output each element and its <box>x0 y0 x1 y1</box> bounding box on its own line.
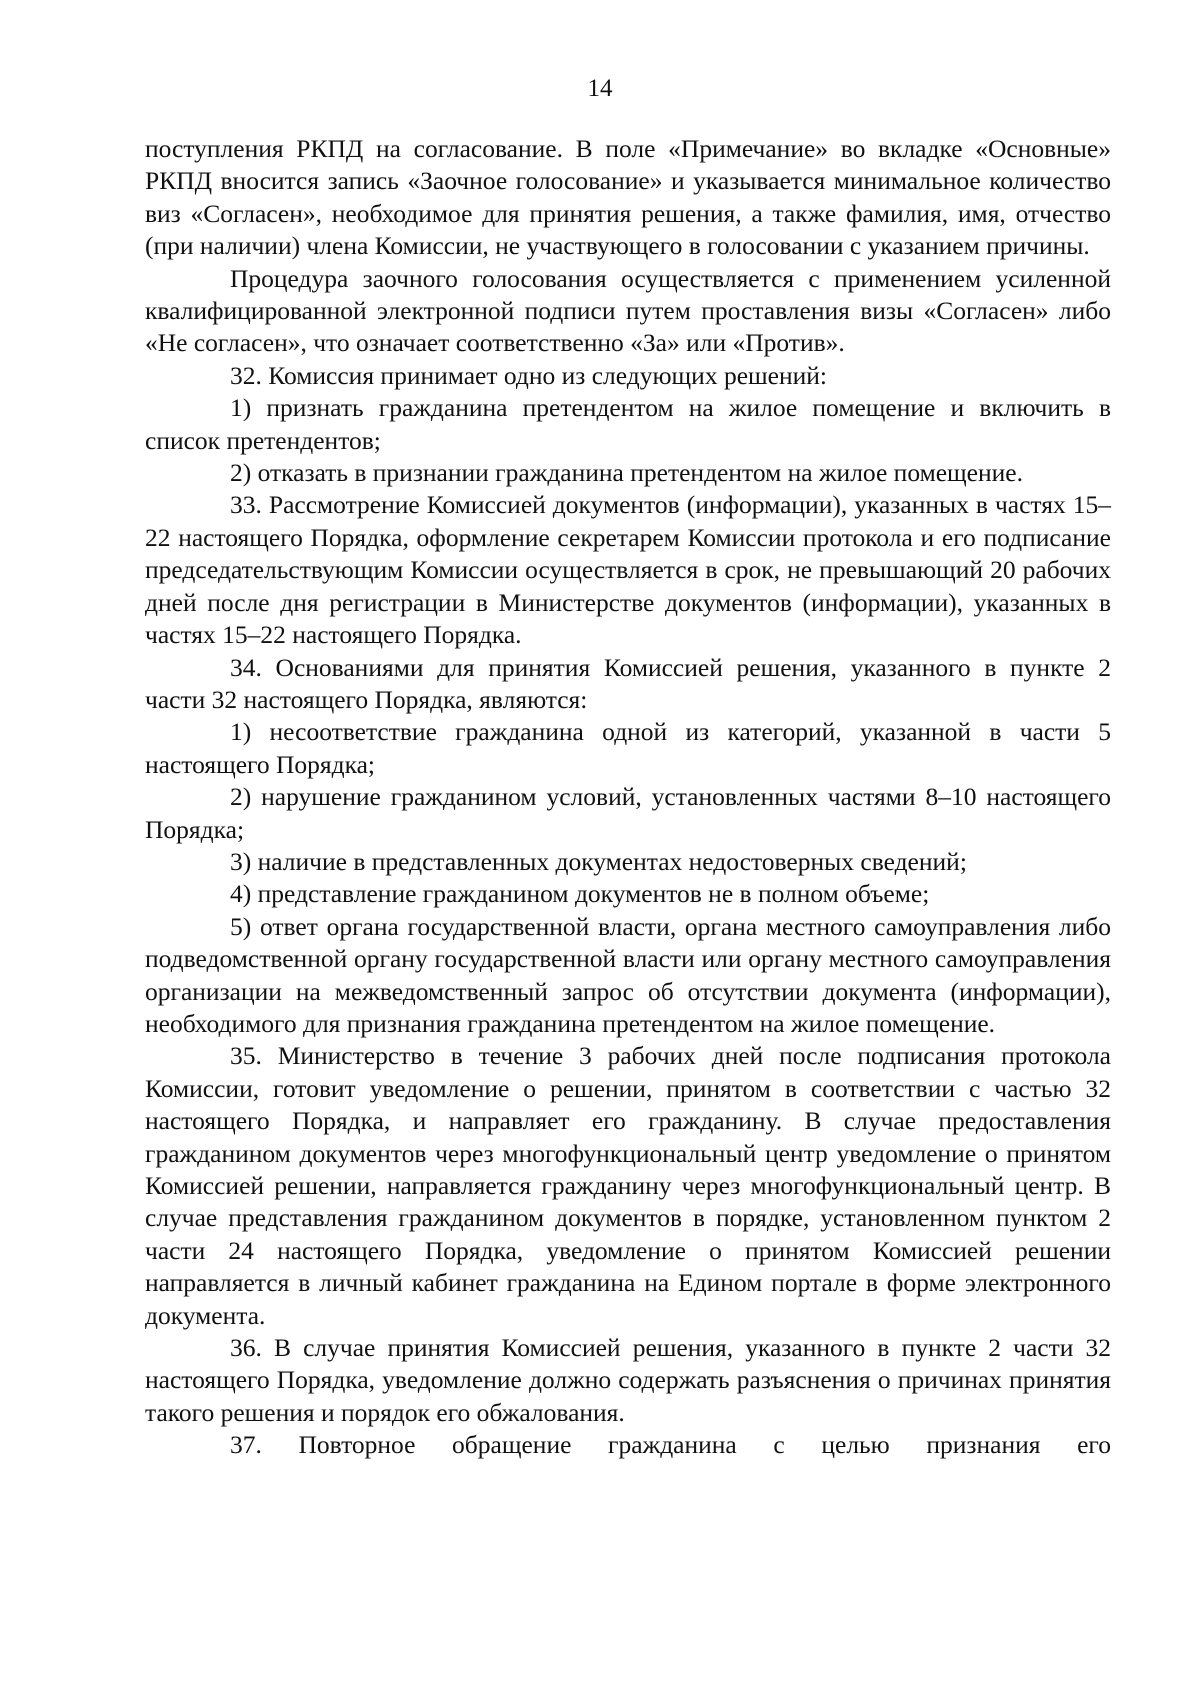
paragraph-32-item-2: 2) отказать в признании гражданина претендентом на жилое помещение. <box>230 458 1023 488</box>
paragraph-32-item-1: 1) признать гражданина претендентом на жилое помещение и включить в список претендентов; <box>145 393 1111 455</box>
paragraph-34-item-1: 1) несоответствие гражданина одной из категорий, указанной в части 5 настоящего Порядка; <box>145 717 1111 779</box>
paragraph-33: 33. Рассмотрение Комиссией документов (информации), указанных в частях 15–22 настоящего Порядка, оформление секретарем Комиссии протокола и его подписание председательствующим Комиссии осуществляется в срок, не превышающий 20 рабочих дней после дня регистрации в Министерстве документов (информации), указанных в частях 15–22 настоящего Порядка. <box>145 490 1111 650</box>
paragraph-34-item-2: 2) нарушение гражданином условий, установленных частями 8–10 настоящего Порядка; <box>145 782 1111 844</box>
paragraph-34-item-5: 5) ответ органа государственной власти, органа местного самоуправления либо подведомственной органу государственной власти или органу местного самоуправления организации на межведомственный запрос об отсутствии документа (информации), необходимого для признания гражданина претендентом на жилое помещение. <box>145 911 1111 1038</box>
paragraph-34: 34. Основаниями для принятия Комиссией решения, указанного в пункте 2 части 32 настоящего Порядка, являются: <box>145 652 1111 714</box>
paragraph-voting-procedure: Процедура заочного голосования осуществляется с применением усиленной квалифицированной электронной подписи путем проставления визы «Согласен» либо «Не согласен», что означает соответственно «За» или «Против». <box>145 263 1111 358</box>
paragraph-34-item-3: 3) наличие в представленных документах недостоверных сведений; <box>230 846 967 876</box>
paragraph-continued: поступления РКПД на согласование. В поле «Примечание» во вкладке «Основные» РКПД вносится запись «Заочное голосование» и указывается минимальное количество виз «Согласен», необходимое для принятия решения, а также фамилия, имя, отчество (при наличии) члена Комиссии, не участвующего в голосовании с указанием причины. <box>145 134 1111 261</box>
document-body <box>145 133 1111 1462</box>
paragraph-37: 37. Повторное обращение гражданина с целью признания его <box>230 1430 1111 1460</box>
paragraph-36: 36. В случае принятия Комиссией решения, указанного в пункте 2 части 32 настоящего Порядка, уведомление должно содержать разъяснения о причинах принятия такого решения и порядок его обжалования. <box>145 1333 1111 1427</box>
paragraph-34-item-4: 4) представление гражданином документов не в полном объеме; <box>230 879 930 909</box>
paragraph-35: 35. Министерство в течение 3 рабочих дней после подписания протокола Комиссии, готовит уведомление о решении, принятом в соответствии с частью 32 настоящего Порядка, и направляет его гражданину. В случае предоставления гражданином документов через многофункциональный центр уведомление о принятом Комиссией решении, направляется гражданину через многофункциональный центр. В случае представления гражданином документов в порядке, установленном пунктом 2 части 24 настоящего Порядка, уведомление о принятом Комиссией решении направляется в личный кабинет гражданина на Едином портале в форме электронного документа. <box>145 1041 1111 1330</box>
page-number: 14 <box>587 75 613 102</box>
paragraph-32: 32. Комиссия принимает одно из следующих решений: <box>230 360 827 390</box>
